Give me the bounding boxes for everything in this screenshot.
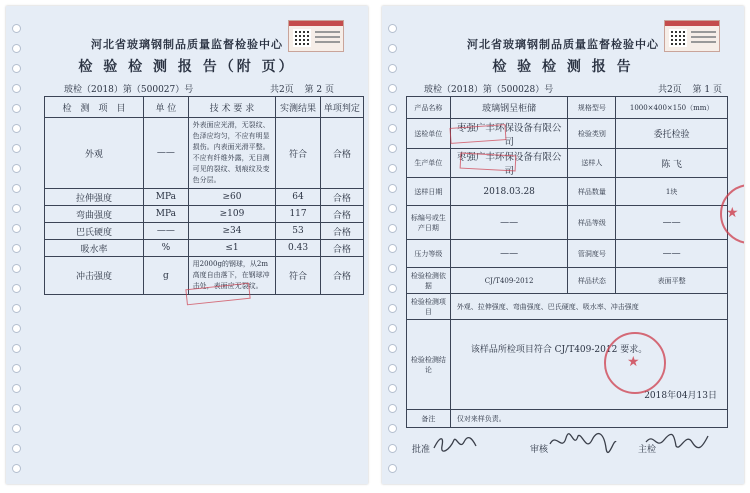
conclusion-date: 2018年04月13日: [644, 391, 717, 401]
table-row: [45, 240, 364, 257]
row-requirement: 用2000g的钢球，从2m高度自由落下，在钢球冲击处，表面应无裂纹。: [188, 257, 276, 295]
row-result: 0.43: [276, 240, 320, 257]
table-row: [407, 268, 728, 294]
value-test-type: 委托检验: [616, 119, 728, 149]
report-number: 玻检（2018）第（500028）号: [424, 85, 554, 95]
table-row: [407, 320, 728, 410]
org-name: 河北省玻璃钢制品质量监督检验中心: [467, 38, 659, 51]
row-unit: ——: [144, 118, 189, 189]
label-remarks: 备注: [407, 410, 451, 428]
row-requirement: ≥34: [188, 223, 276, 240]
row-result: 符合: [276, 118, 320, 189]
table-header-row: [45, 97, 364, 118]
page-title: 检 验 检 测 报 告: [492, 59, 634, 75]
row-result: 53: [276, 223, 320, 240]
inspect-label: 主检: [638, 445, 657, 455]
binding-holes: [12, 24, 20, 484]
total-pages: 共2页: [657, 85, 682, 95]
col-header: 实测结果: [276, 97, 320, 118]
label-manufacturer: 生产单位: [407, 149, 451, 178]
org-name: 河北省玻璃钢制品质量监督检验中心: [91, 38, 283, 51]
row-verdict: 合格: [320, 257, 363, 295]
label-spec: 规格型号: [568, 97, 616, 119]
row-result: 符合: [276, 257, 320, 295]
seam-stamp-icon: [460, 153, 517, 172]
table-row: [45, 206, 364, 223]
label-basis: 检验检测依据: [407, 268, 451, 294]
page-number: 第 1 页: [692, 85, 722, 95]
label-sender: 送样人: [568, 149, 616, 178]
label-pipe-size: 管洞度号: [568, 240, 616, 268]
test-results-table: [44, 96, 364, 295]
col-header: 技 术 要 求: [188, 97, 276, 118]
reviewer-signature-icon: [548, 430, 618, 456]
report-number: 玻检（2018）第（500027）号: [64, 85, 194, 95]
row-requirement: ≥60: [188, 189, 276, 206]
row-verdict: 合格: [320, 206, 363, 223]
row-result: 117: [276, 206, 320, 223]
value-sample-qty: 1块: [616, 178, 728, 206]
value-conclusion: 该样品所检项目符合 CJ/T409-2012 要求。: [470, 345, 648, 355]
col-header: 检 测 项 目: [45, 97, 144, 118]
table-row: [407, 206, 728, 240]
label-label-producer: 标编号或生产日期: [407, 206, 451, 240]
binding-holes: [388, 24, 396, 484]
label-items: 检验检测项目: [407, 294, 451, 320]
table-row: [407, 410, 728, 428]
page-info: [262, 82, 334, 95]
label-sample-grade: 样品等级: [568, 206, 616, 240]
row-verdict: 合格: [320, 118, 363, 189]
review-label: 审核: [530, 445, 549, 455]
label-product-name: 产品名称: [407, 97, 451, 119]
label-date: 送样日期: [407, 178, 451, 206]
row-item: 巴氏硬度: [45, 223, 144, 240]
label-pressure-grade: 压力等级: [407, 240, 451, 268]
row-result: 64: [276, 189, 320, 206]
label-sample-state: 样品状态: [568, 268, 616, 294]
table-row: [407, 149, 728, 178]
row-verdict: 合格: [320, 189, 363, 206]
value-basis: CJ/T409-2012: [450, 268, 568, 294]
value-date: 2018.03.28: [450, 178, 568, 206]
table-row: [45, 223, 364, 240]
label-conclusion: 检验检测结论: [407, 320, 451, 410]
table-row: [45, 189, 364, 206]
row-item: 外观: [45, 118, 144, 189]
value-remarks: 仅对来样负责。: [450, 410, 727, 428]
edge-seal-icon: ★: [720, 184, 744, 244]
report-info-table: [406, 96, 728, 428]
value-label-producer: ——: [450, 206, 568, 240]
value-pipe-size: ——: [616, 240, 728, 268]
row-verdict: 合格: [320, 240, 363, 257]
value-client: 枣强广丰环保设备有限公司: [450, 119, 568, 149]
total-pages: 共2页: [269, 85, 294, 95]
inspector-signature-icon: [644, 430, 710, 454]
report-appendix-page: [6, 6, 368, 484]
official-seal-icon: ★: [604, 332, 666, 394]
row-item: 冲击强度: [45, 257, 144, 295]
page-info: [650, 82, 722, 95]
row-item: 吸水率: [45, 240, 144, 257]
page-number: 第 2 页: [304, 85, 334, 95]
row-unit: %: [144, 240, 189, 257]
value-sender: 陈 飞: [616, 149, 728, 178]
label-sample-qty: 样品数量: [568, 178, 616, 206]
row-requirement: 外表面应光滑，无裂纹、色泽应均匀，不应有明显损伤。内表面光滑平整。不应有纤维外露，无目测可见的裂纹、划痕纹及变色分层。: [188, 118, 276, 189]
col-header: 单 位: [144, 97, 189, 118]
row-unit: g: [144, 257, 189, 295]
value-product-name: 玻璃钢呈柜储: [450, 97, 568, 119]
report-main-page: [382, 6, 744, 484]
value-sample-state: 表面平整: [616, 268, 728, 294]
row-verdict: 合格: [320, 223, 363, 240]
row-unit: ——: [144, 223, 189, 240]
row-requirement: ≤1: [188, 240, 276, 257]
table-row: [407, 294, 728, 320]
col-header: 单项判定: [320, 97, 363, 118]
table-row: [45, 118, 364, 189]
page-title: 检 验 检 测 报 告（附 页）: [78, 59, 296, 75]
table-row: [407, 240, 728, 268]
label-test-type: 检验类别: [568, 119, 616, 149]
value-sample-grade: ——: [616, 206, 728, 240]
conclusion-cell: [450, 320, 727, 410]
label-client: 送检单位: [407, 119, 451, 149]
row-unit: MPa: [144, 206, 189, 223]
approver-signature-icon: [432, 432, 478, 454]
table-row: [407, 178, 728, 206]
row-item: 拉伸强度: [45, 189, 144, 206]
table-row: [407, 97, 728, 119]
value-items: 外观、拉伸强度、弯曲强度、巴氏硬度、吸水率、冲击强度: [450, 294, 727, 320]
value-pressure-grade: ——: [450, 240, 568, 268]
row-requirement: ≥109: [188, 206, 276, 223]
row-item: 弯曲强度: [45, 206, 144, 223]
value-spec: 1000×400×150（mm）: [616, 97, 728, 119]
row-unit: MPa: [144, 189, 189, 206]
approve-label: 批准: [412, 445, 431, 455]
value-manufacturer: 枣强广丰环保设备有限公司: [450, 149, 568, 178]
